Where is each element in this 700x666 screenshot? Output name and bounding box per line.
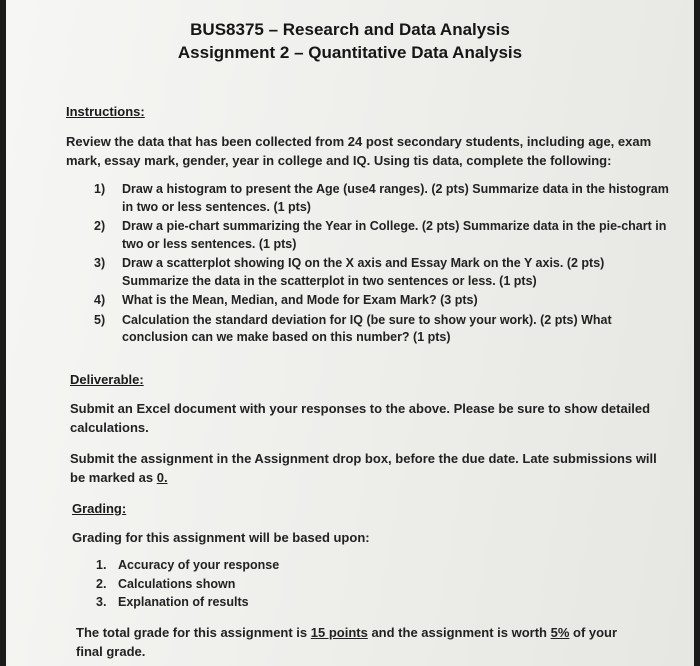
- list-item: 3) Draw a scatterplot showing IQ on the X axis and Essay Mark on the Y axis. (2 pts) Summarize the data in the scatterplot in two sentences or less. (1 pts): [94, 256, 605, 288]
- grading-intro: Grading for this assignment will be based upon:: [72, 530, 370, 545]
- instructions-intro: Review the data that has been collected from 24 post secondary students, including age, exam mark, essay mark, gender, year in college and IQ. Using tis data, complete the following:: [66, 134, 652, 168]
- list-item: 1. Accuracy of your response: [96, 558, 280, 572]
- worth-percent: 5%: [550, 625, 570, 640]
- list-item: 2. Calculations shown: [96, 576, 236, 591]
- course-title: BUS8375 – Research and Data Analysis: [190, 20, 510, 39]
- instructions-heading: Instructions:: [66, 104, 145, 119]
- grading-list: [96, 557, 496, 613]
- deliverable-paragraph-1: Submit an Excel document with your responses to the above. Please be sure to show detailed calculations.: [70, 401, 651, 435]
- task-list: [94, 181, 674, 349]
- zero-marks: 0.: [156, 470, 168, 485]
- list-item: 5) Calculation the standard deviation for IQ (be sure to show your work). (2 pts) What conclusion can we make based on this number? (1 pts): [94, 312, 612, 344]
- list-item: 3. Explanation of results: [96, 595, 249, 609]
- grading-heading: Grading:: [72, 501, 127, 516]
- document-page: [6, 0, 694, 666]
- total-grade-paragraph: The total grade for this assignment is 15 points and the assignment is worth 5% of your final grade.: [76, 625, 618, 659]
- list-item: 4) What is the Mean, Median, and Mode for Exam Mark? (3 pts): [94, 293, 478, 307]
- deliverable-paragraph-2: Submit the assignment in the Assignment drop box, before the due date. Late submissions will be marked as 0.: [70, 451, 657, 485]
- total-points: 15 points: [310, 625, 368, 640]
- list-item: 1) Draw a histogram to present the Age (use4 ranges). (2 pts) Summarize data in the histogram in two or less sentences. (1 pts): [94, 182, 669, 214]
- list-item: 2) Draw a pie-chart summarizing the Year in College. (2 pts) Summarize data in the pie-chart in two or less sentences. (1 pts): [94, 219, 667, 251]
- assignment-title: Assignment 2 – Quantitative Data Analysis: [177, 43, 523, 62]
- deliverable-heading: Deliverable:: [70, 372, 144, 387]
